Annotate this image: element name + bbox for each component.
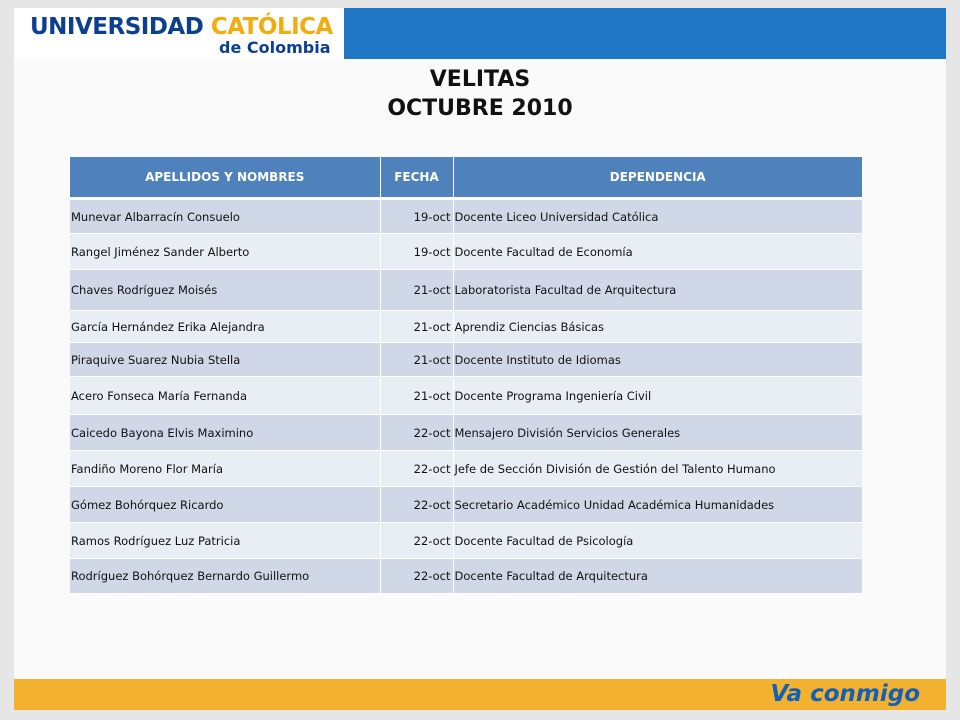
table-row [70,415,862,451]
cell-date: 21-oct [380,343,453,377]
cell-dependency: Secretario Académico Unidad Académica Humanidades [453,487,862,523]
cell-date: 19-oct [380,234,453,270]
table-row [70,523,862,559]
cell-date: 21-oct [380,377,453,415]
cell-dependency: Docente Facultad de Psicología [453,523,862,559]
cell-name: García Hernández Erika Alejandra [70,311,380,343]
page-title: VELITAS [429,67,531,92]
cell-name: Rodríguez Bohórquez Bernardo Guillermo [70,559,380,594]
cell-date: 22-oct [380,523,453,559]
cell-name: Gómez Bohórquez Ricardo [70,487,380,523]
logo-catolica: CATÓLICA [210,14,333,40]
table-row [70,451,862,487]
cell-name: Acero Fonseca María Fernanda [70,377,380,415]
university-logo [14,8,344,59]
logo-subtitle: de Colombia [219,38,331,57]
cell-dependency: Docente Liceo Universidad Católica [453,199,862,234]
cell-dependency: Docente Programa Ingeniería Civil [453,377,862,415]
cell-dependency: Laboratorista Facultad de Arquitectura [453,270,862,311]
table-body [70,199,862,594]
cell-name: Chaves Rodríguez Moisés [70,270,380,311]
table-row [70,343,862,377]
column-header-date: FECHA [380,157,453,199]
slogan: Va conmigo [770,681,920,707]
cell-date: 19-oct [380,199,453,234]
cell-dependency: Mensajero División Servicios Generales [453,415,862,451]
table-row [70,487,862,523]
cell-name: Fandiño Moreno Flor María [70,451,380,487]
cell-date: 22-oct [380,487,453,523]
cell-dependency: Docente Instituto de Idiomas [453,343,862,377]
cell-name: Caicedo Bayona Elvis Maximino [70,415,380,451]
cell-date: 22-oct [380,559,453,594]
column-header-name: APELLIDOS Y NOMBRES [70,157,380,199]
cell-dependency: Jefe de Sección División de Gestión del Talento Humano [453,451,862,487]
table-row [70,311,862,343]
header-band [14,8,946,59]
table-row [70,234,862,270]
column-header-dependency: DEPENDENCIA [453,157,862,199]
cell-name: Piraquive Suarez Nubia Stella [70,343,380,377]
cell-name: Munevar Albarracín Consuelo [70,199,380,234]
footer-band [14,679,946,710]
cell-dependency: Docente Facultad de Arquitectura [453,559,862,594]
cell-name: Rangel Jiménez Sander Alberto [70,234,380,270]
table-row [70,559,862,594]
slide [14,8,946,710]
logo-wordmark [30,14,333,40]
table-row [70,270,862,311]
table-header-row [70,157,862,199]
cell-date: 22-oct [380,415,453,451]
cell-dependency: Docente Facultad de Economía [453,234,862,270]
cell-name: Ramos Rodríguez Luz Patricia [70,523,380,559]
cell-date: 22-oct [380,451,453,487]
cell-date: 21-oct [380,270,453,311]
table-row [70,199,862,234]
page-subtitle: OCTUBRE 2010 [387,96,573,121]
cell-dependency: Aprendiz Ciencias Básicas [453,311,862,343]
birthday-table [70,157,862,594]
logo-universidad: UNIVERSIDAD [30,14,211,40]
table-row [70,377,862,415]
cell-date: 21-oct [380,311,453,343]
